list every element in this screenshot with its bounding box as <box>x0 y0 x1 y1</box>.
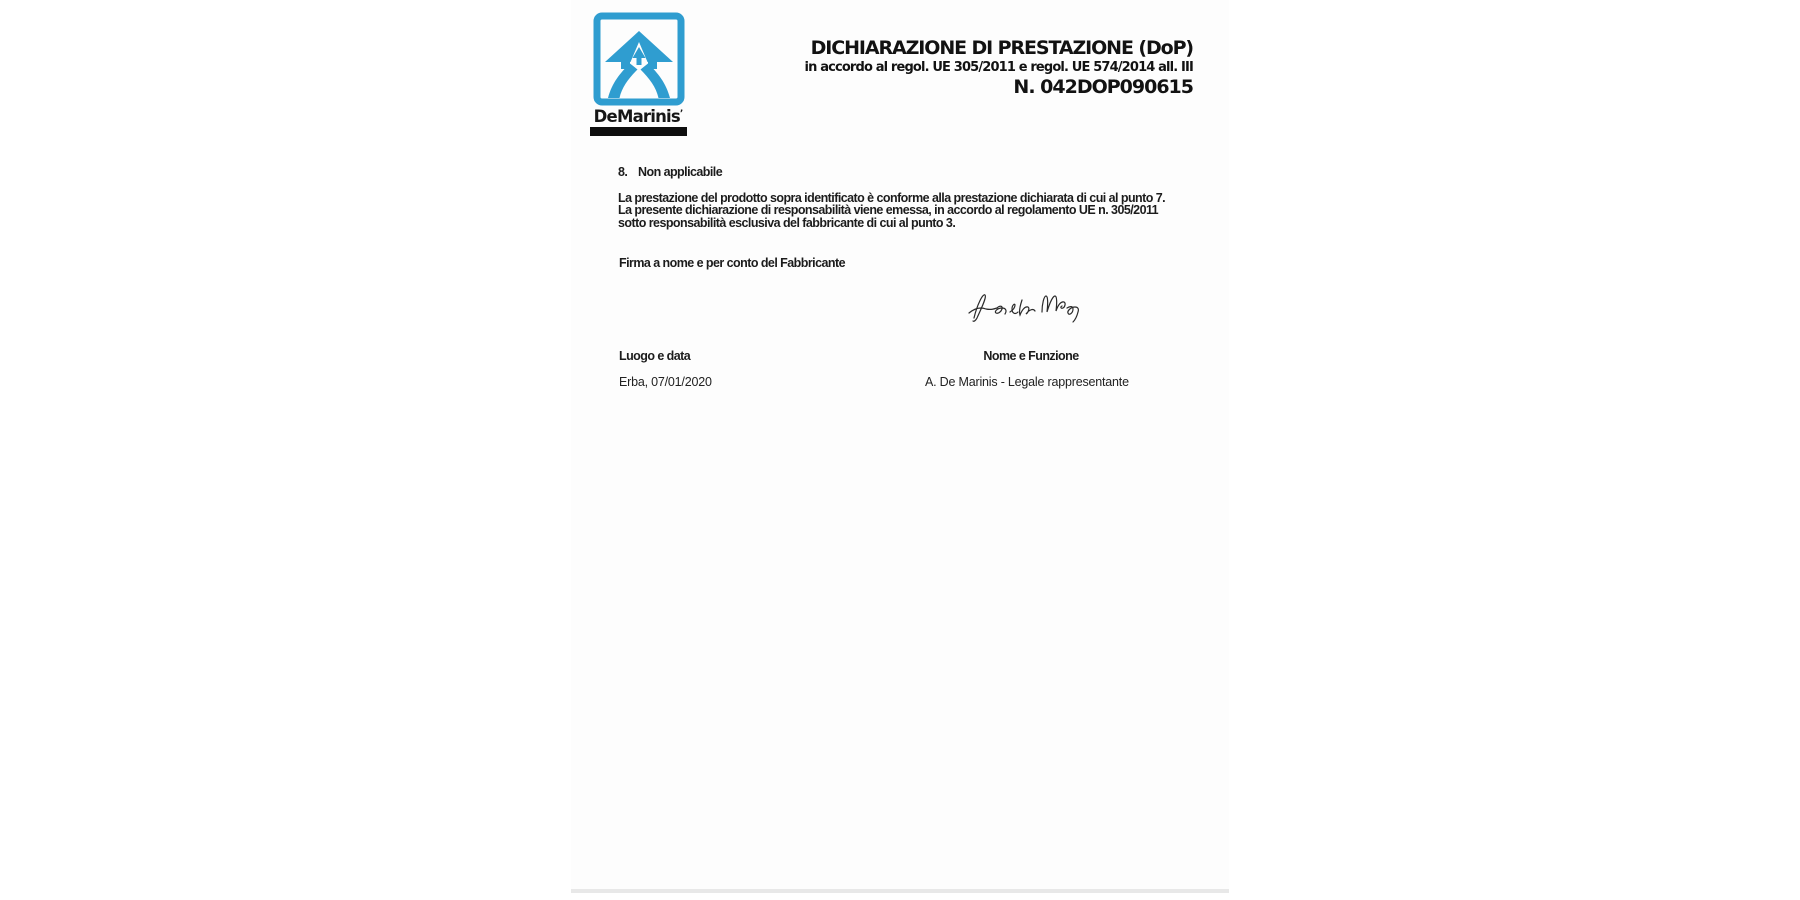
declaration-line-2: La presente dichiarazione di responsabilità viene emessa, in accordo al regolamento UE n. 305/2011 <box>618 203 1159 218</box>
logo-black-bar <box>590 127 687 136</box>
section-8-number: 8. <box>618 165 628 179</box>
brand-name: DeMarinis <box>593 107 680 126</box>
document-number: N. 042DOP090615 <box>1013 76 1193 98</box>
brand-wordmark <box>590 107 687 124</box>
handwritten-signature <box>964 287 1086 327</box>
brand-trademark-tick: ’ <box>679 109 684 119</box>
document-header <box>805 38 1193 97</box>
document-title: DICHIARAZIONE DI PRESTAZIONE (DoP) <box>810 37 1193 59</box>
declaration-line-1: La prestazione del prodotto sopra identificato è conforme alla prestazione dichiarata di cui al punto 7. <box>618 191 1166 205</box>
signature-scribble-icon <box>964 287 1086 327</box>
section-8-label: Non applicabile <box>638 165 723 179</box>
name-function-label: Nome e Funzione <box>983 349 1079 363</box>
place-date-label: Luogo e data <box>619 349 691 363</box>
name-function-value: A. De Marinis - Legale rappresentante <box>925 375 1129 389</box>
declaration-paragraph <box>618 192 1165 229</box>
demarinis-logo-icon <box>593 12 685 106</box>
document-page <box>571 0 1229 893</box>
place-date-value: Erba, 07/01/2020 <box>619 375 712 389</box>
declaration-line-3: sotto responsabilità esclusiva del fabbricante di cui al punto 3. <box>618 215 956 230</box>
section-8 <box>618 165 722 179</box>
demarinis-logo <box>590 12 687 136</box>
signature-caption: Firma a nome e per conto del Fabbricante <box>619 256 845 270</box>
document-subtitle: in accordo al regol. UE 305/2011 e regol. UE 574/2014 all. III <box>804 60 1193 75</box>
